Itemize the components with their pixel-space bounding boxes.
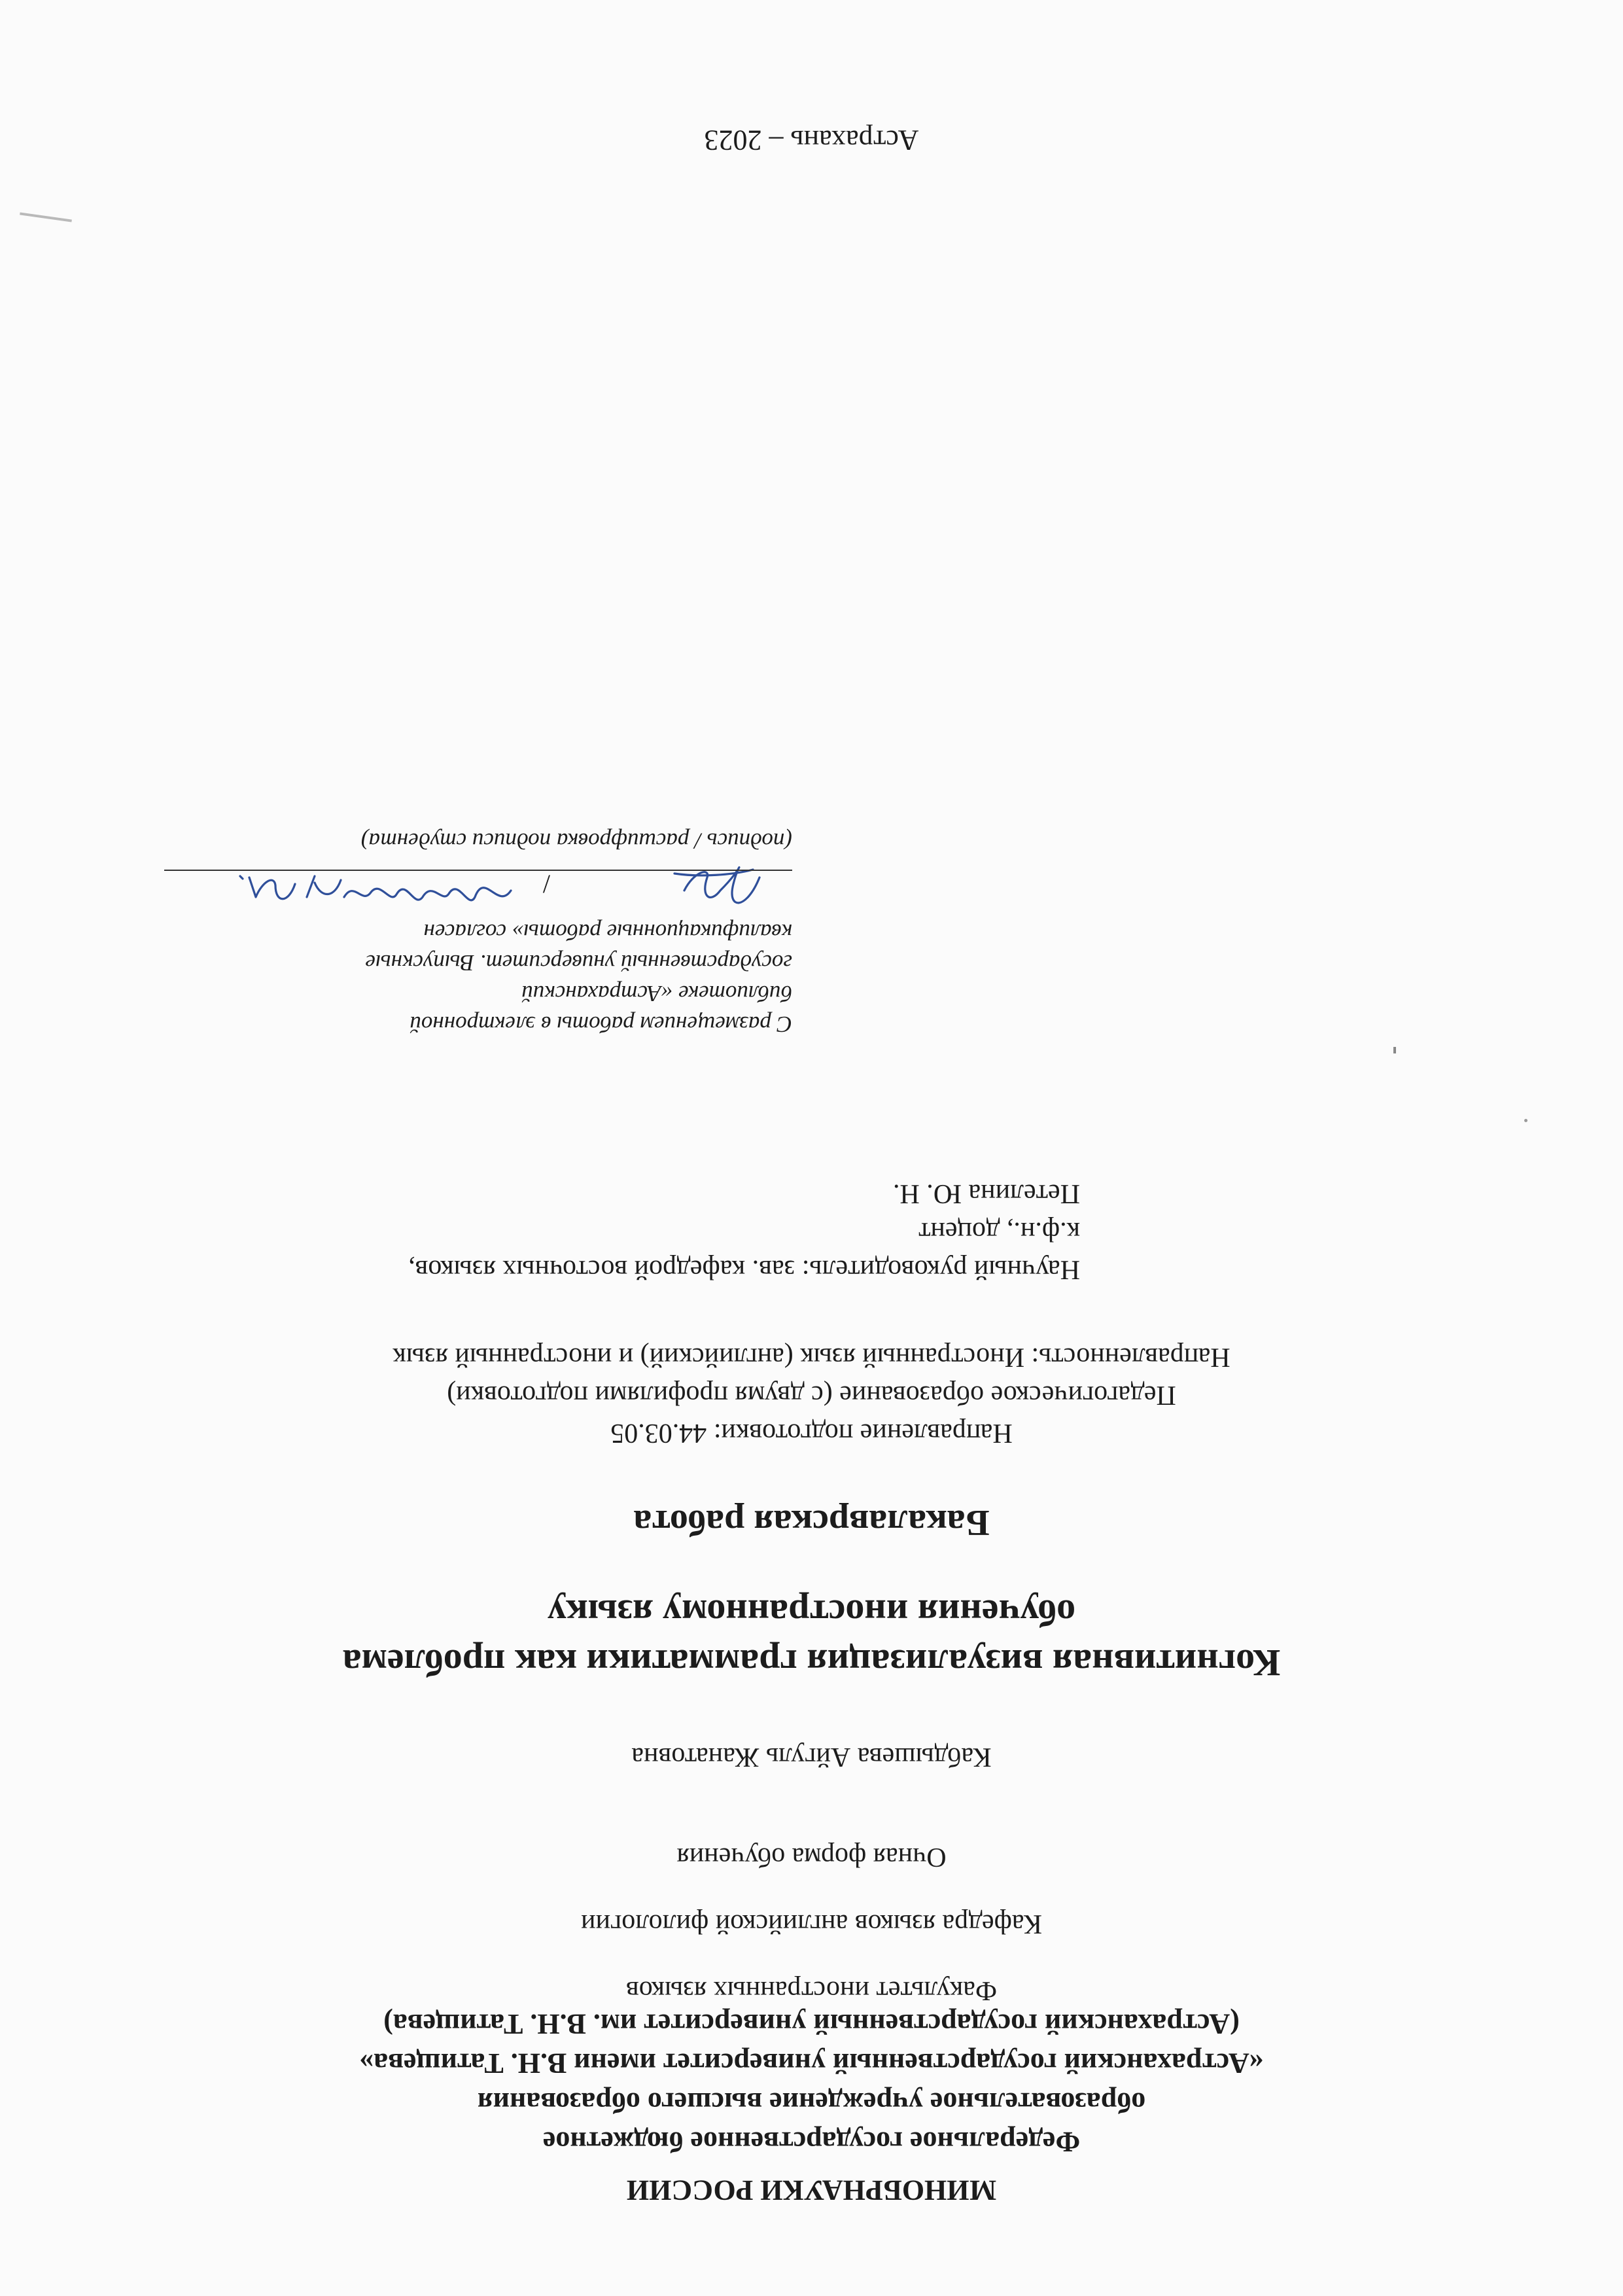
supervisor-degree: к.ф.н., доцент <box>918 1216 1080 1246</box>
institution-line: образовательное учреждение высшего образования <box>477 2087 1146 2119</box>
faculty: Факультет иностранных языков <box>625 1975 998 2005</box>
consent-line: квалификационные работы» согласен <box>423 919 792 945</box>
handwritten-signature <box>210 860 773 917</box>
thesis-title <box>0 1588 1623 1687</box>
consent-line: библиотеке «Астраханский <box>521 981 792 1006</box>
consent-block <box>164 826 792 1040</box>
work-type: Бакалаврская работа <box>633 1502 990 1543</box>
institution-block <box>0 2004 1623 2161</box>
supervisor-position: Научный руководитель: зав. кафедрой восточных языков, <box>408 1254 1080 1284</box>
scan-speck <box>1393 1047 1396 1053</box>
signature-caption: (подпись / расшифровка подписи студента) <box>360 828 792 854</box>
thesis-title-line: Когнитивная визуализация грамматики как проблема <box>342 1642 1281 1684</box>
institution-line: Федеральное государственное бюджетное <box>542 2126 1081 2158</box>
ministry-name: МИНОБРНАУКИ РОССИИ <box>626 2174 997 2206</box>
city-year: Астрахань – 2023 <box>704 124 919 156</box>
consent-line: государственный университет. Выпускные <box>365 950 792 976</box>
signature-separator: / <box>542 870 550 899</box>
scan-speck <box>1524 1119 1527 1122</box>
department: Кафедра языков английской филологии <box>581 1909 1042 1939</box>
consent-line: С размещением работы в электронной <box>410 1012 792 1037</box>
ministry-heading <box>0 2170 1623 2210</box>
direction-block <box>0 1338 1623 1452</box>
signature-row <box>164 860 792 917</box>
author-name: Кабдышева Айгуль Жанатовна <box>631 1742 992 1772</box>
supervisor-name: Петелина Ю. Н. <box>892 1178 1080 1209</box>
direction-profile: Направленность: Иностранный язык (английский) и иностранный язык <box>393 1342 1230 1372</box>
supervisor-block <box>408 1174 1080 1288</box>
direction-code: Направление подготовки: 44.03.05 <box>610 1418 1013 1448</box>
institution-line: (Астраханский государственный университет им. В.Н. Татищева) <box>383 2008 1240 2040</box>
signature-line <box>164 870 792 871</box>
direction-program: Педагогическое образование (с двумя профилями подготовки) <box>447 1380 1176 1410</box>
study-form: Очная форма обучения <box>676 1842 947 1872</box>
institution-line: «Астраханский государственный университет имени В.Н. Татищева» <box>359 2047 1264 2079</box>
thesis-title-line: обучения иностранному языку <box>547 1592 1076 1634</box>
